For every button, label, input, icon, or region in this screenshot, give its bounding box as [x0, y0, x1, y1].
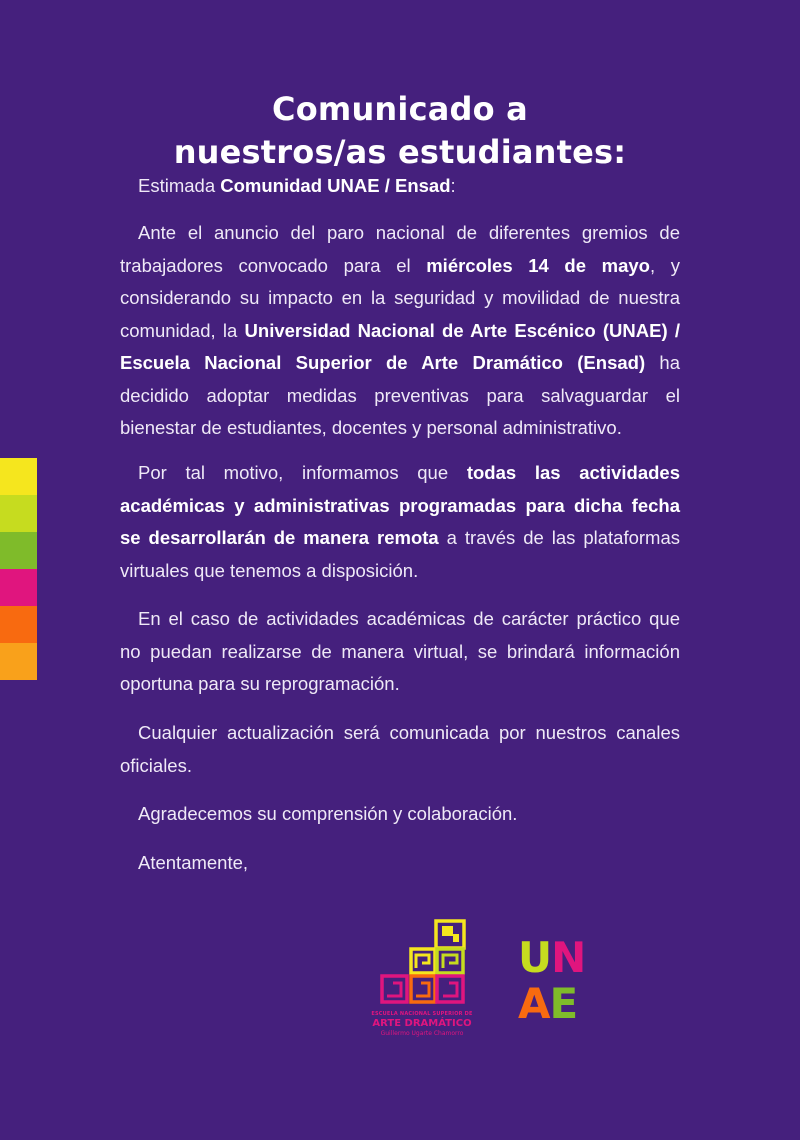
text: a través de las plataformas virtuales que tenemos a disposición. — [120, 527, 680, 581]
strip-block-yellow — [0, 458, 37, 495]
unae-a: A — [518, 979, 550, 1024]
paragraph-remote-activities — [120, 457, 680, 587]
text: Ante el anuncio del paro nacional de diferentes gremios de trabajadores convocado para el — [120, 222, 680, 276]
ensad-subtitle: Guillermo Ugarte Chamorro — [380, 1030, 464, 1037]
text: ha decidido adoptar medidas preventivas para salvaguardar el bienestar de estudiantes, docentes y personal administrativo. — [120, 352, 680, 438]
greeting-recipient: Comunidad UNAE / Ensad — [220, 175, 451, 196]
title-line-2: nuestros/as estudiantes: — [173, 133, 627, 171]
greeting-suffix: : — [450, 175, 456, 196]
paragraph-announcement — [120, 217, 680, 445]
ensad-name: ARTE DRAMÁTICO — [372, 1018, 472, 1029]
greeting-prefix: Estimada — [138, 175, 221, 196]
unae-logo-icon — [518, 932, 590, 1024]
remote-highlight: todas las actividades académicas y administrativas programadas para dicha fecha se desarrollarán de manera remota — [120, 462, 680, 548]
unae-e: E — [549, 979, 578, 1024]
strip-block-orange — [0, 606, 37, 643]
closing: Atentamente, — [138, 852, 249, 873]
date-highlight: miércoles 14 de mayo — [426, 254, 650, 276]
text: , y considerando su impacto en la seguridad y movilidad de nuestra comunidad, la — [120, 254, 680, 341]
paragraph-practical-activities: En el caso de actividades académicas de carácter práctico que no puedan realizarse de manera virtual, se brindará información oportuna para su reprogramación. — [120, 608, 680, 694]
svg-text:UN — [518, 933, 585, 982]
greeting — [138, 171, 456, 201]
strip-block-lime — [0, 495, 37, 532]
unae-u: U — [518, 933, 552, 982]
svg-text:AE — [518, 979, 577, 1024]
strip-block-amber — [0, 643, 37, 680]
ensad-school-label: ESCUELA NACIONAL SUPERIOR DE — [371, 1011, 473, 1017]
institution-highlight: Universidad Nacional de Arte Escénico (UNAE) / Escuela Nacional Superior de Arte Dramático (Ensad) — [120, 319, 681, 373]
paragraph-thanks: Agradecemos su comprensión y colaboración. — [138, 803, 518, 824]
color-strip — [0, 458, 37, 680]
strip-block-green — [0, 532, 37, 569]
strip-block-magenta — [0, 569, 37, 606]
text: Por tal motivo, informamos que — [138, 462, 467, 483]
title-line-1: Comunicado a — [272, 90, 528, 128]
page-title — [0, 88, 800, 174]
paragraph-updates: Cualquier actualización será comunicada por nuestros canales oficiales. — [120, 722, 680, 776]
unae-n: N — [551, 933, 586, 982]
